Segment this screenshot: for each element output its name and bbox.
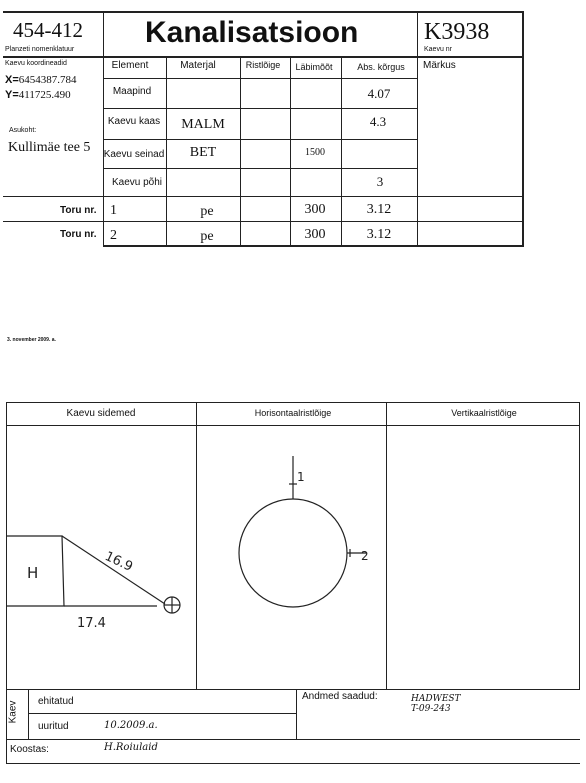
coord-y-label: Y=: [5, 89, 19, 101]
page-title: Kanalisatsioon: [145, 16, 359, 49]
horizontal-section-sketch: [197, 426, 386, 688]
date-note: 3. november 2009. a.: [7, 337, 56, 343]
coord-x: [5, 75, 77, 86]
compiled-value: H.Roiulaid: [104, 742, 158, 753]
row-height-1: 4.07: [367, 86, 391, 101]
coord-x-label: X=: [5, 74, 19, 86]
surveyed-label: uuritud: [38, 721, 69, 732]
data-from-label: Andmed saadud:: [302, 691, 378, 702]
data-from-value-2: T-09-243: [411, 704, 451, 714]
coord-x-value: 6454387.784: [18, 74, 77, 86]
col-header-element: Element: [111, 60, 149, 71]
col-header-material: Materjal: [180, 60, 216, 71]
pipe-no-1: 1: [110, 203, 117, 218]
pipe-material-1: pe: [200, 204, 214, 219]
well-number-caption: Kaevu nr: [424, 46, 453, 53]
built-label: ehitatud: [38, 696, 74, 707]
pipe-material-2: pe: [200, 229, 214, 244]
row-material-3: BET: [189, 145, 217, 160]
sketch-house-label: H: [27, 564, 39, 582]
sketch-pipe-1: 1: [297, 470, 305, 484]
coord-y-value: 411725.490: [18, 89, 71, 101]
row-height-2: 4.3: [369, 114, 387, 129]
row-element-3: Kaevu seinad: [103, 149, 165, 160]
pipe-label-1: Toru nr.: [60, 205, 97, 216]
sketch-distance-1: 16.9: [102, 549, 135, 575]
col-header-diameter: Läbimõõt: [295, 62, 333, 72]
row-material-2: MALM: [181, 117, 225, 132]
well-links-sketch: [7, 426, 196, 688]
well-number: K3938: [424, 19, 490, 45]
pipe-no-2: 2: [110, 228, 117, 243]
pipe-diameter-1: 300: [304, 202, 326, 217]
sheet-caption: Planzeti nomenklatuur: [5, 46, 75, 53]
col-header-section: Ristlõige: [245, 60, 281, 70]
row-height-4: 3: [376, 174, 384, 189]
section-title-vertical: Vertikaalristlõige: [451, 408, 517, 418]
pipe-diameter-2: 300: [304, 227, 326, 242]
section-title-horizontal: Horisontaalristlõige: [254, 408, 332, 418]
coord-y: [5, 90, 71, 101]
row-element-1: Maapind: [112, 86, 152, 97]
pipe-height-1: 3.12: [366, 202, 392, 217]
coords-caption: Kaevu koordineadid: [5, 60, 67, 67]
col-header-height: Abs. kõrgus: [357, 62, 405, 72]
sketch-distance-2: 17.4: [77, 616, 106, 631]
pipe-height-2: 3.12: [366, 227, 392, 242]
location-value: Kullimäe tee 5: [8, 140, 91, 155]
compiled-label: Koostas:: [10, 744, 49, 755]
section-title-links: Kaevu sidemed: [66, 408, 136, 419]
col-header-notes: Märkus: [423, 60, 456, 71]
row-diameter-3: 1500: [305, 147, 325, 158]
row-element-4: Kaevu põhi: [111, 177, 163, 188]
well-side-label: Kaev: [7, 700, 19, 724]
row-element-2: Kaevu kaas: [107, 116, 161, 127]
location-label: Asukoht:: [9, 127, 37, 134]
sketch-pipe-2: 2: [361, 549, 369, 563]
surveyed-value: 10.2009.a.: [104, 720, 158, 731]
pipe-label-2: Toru nr.: [60, 229, 97, 240]
data-from-value-1: HADWEST: [411, 694, 461, 704]
sheet-number: 454-412: [13, 18, 83, 42]
